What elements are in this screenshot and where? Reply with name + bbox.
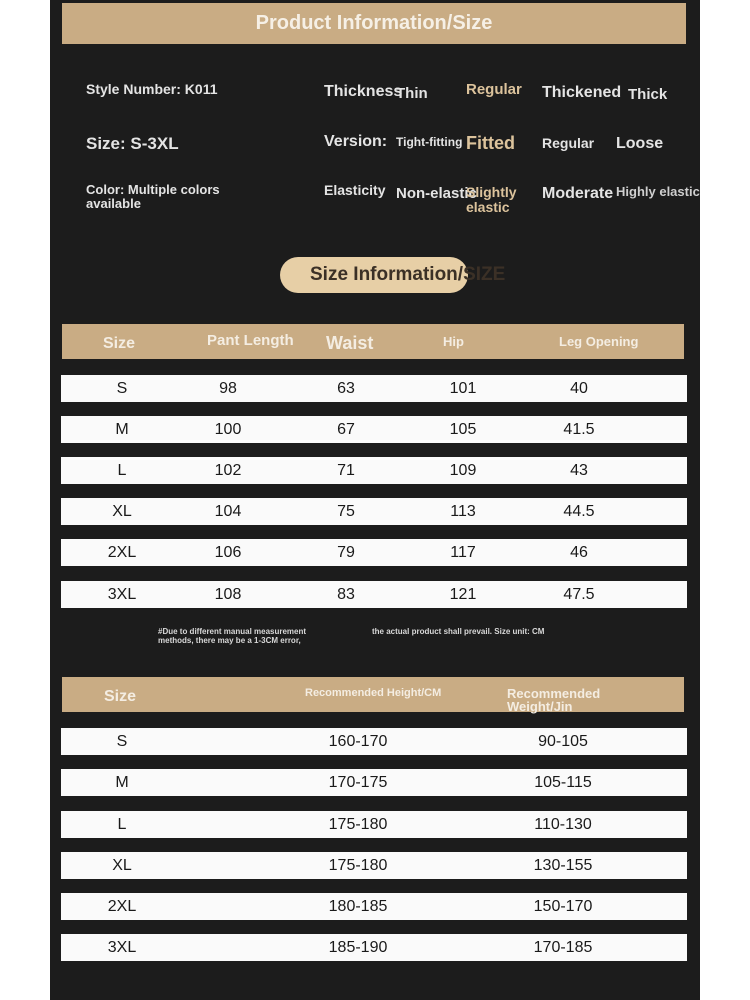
cell-size: 2XL	[107, 544, 137, 561]
version-option-loose: Loose	[616, 135, 664, 152]
thickness-option-thin: Thin	[396, 85, 428, 102]
cell-pant-length: 102	[214, 462, 242, 479]
size-unit-note: the actual product shall prevail. Size unit: CM	[372, 627, 545, 636]
cell-hip: 105	[449, 421, 477, 438]
measurement-note: #Due to different manual measurement methods, there may be a 1-3CM error,	[158, 627, 307, 645]
cell-weight: 110-130	[534, 816, 592, 833]
cell-weight: 90-105	[538, 733, 588, 750]
cell-waist: 75	[337, 503, 355, 520]
cell-waist: 67	[337, 421, 355, 438]
header-recommended-weight: Recommended Weight/Jin	[507, 686, 601, 714]
thickness-option-thickened: Thickened	[542, 84, 622, 101]
cell-leg-opening: 40	[570, 380, 588, 397]
cell-weight: 105-115	[534, 774, 592, 791]
cell-weight: 130-155	[533, 857, 593, 874]
version-option-fitted: Fitted	[466, 133, 515, 153]
cell-leg-opening: 46	[570, 544, 588, 561]
cell-size: XL	[112, 857, 132, 874]
cell-hip: 117	[450, 544, 476, 561]
cell-pant-length: 100	[214, 421, 242, 438]
cell-hip: 109	[449, 462, 477, 479]
recommend-table-header	[62, 677, 684, 712]
version-option-tight: Tight-fitting	[396, 135, 463, 149]
cell-size: S	[116, 380, 128, 397]
thickness-option-regular: Regular	[466, 81, 522, 98]
page-title: Product Information/Size	[62, 3, 686, 44]
header-leg-opening: Leg Opening	[559, 334, 639, 349]
cell-hip: 113	[450, 503, 476, 520]
header-size: Size	[103, 335, 136, 352]
cell-size: L	[117, 462, 127, 479]
cell-weight: 150-170	[533, 898, 593, 915]
cell-size: L	[117, 816, 127, 833]
table-row	[61, 811, 687, 838]
elasticity-option-high: Highly elastic	[616, 184, 700, 199]
color-info: Color: Multiple colors available	[86, 182, 220, 211]
size-info-title: Size Information/SIZE	[310, 264, 506, 285]
table-row	[61, 498, 687, 525]
table-row	[61, 769, 687, 796]
cell-size: 3XL	[107, 586, 137, 603]
elasticity-label: Elasticity	[324, 182, 386, 198]
thickness-option-thick: Thick	[628, 86, 668, 103]
table-row	[61, 581, 687, 608]
elasticity-option-non: Non-elastic	[396, 185, 477, 202]
header-size: Size	[104, 688, 137, 705]
cell-height: 160-170	[328, 733, 388, 750]
size-table-header	[62, 324, 684, 359]
cell-leg-opening: 47.5	[563, 586, 595, 603]
cell-size: 3XL	[107, 939, 137, 956]
cell-pant-length: 104	[214, 503, 242, 520]
cell-leg-opening: 44.5	[563, 503, 595, 520]
cell-height: 180-185	[328, 898, 388, 915]
header-pant-length: Pant Length	[207, 332, 294, 349]
cell-waist: 79	[337, 544, 355, 561]
version-option-regular: Regular	[542, 135, 595, 151]
cell-pant-length: 98	[219, 380, 237, 397]
cell-pant-length: 106	[214, 544, 242, 561]
cell-leg-opening: 41.5	[563, 421, 595, 438]
table-row	[61, 728, 687, 755]
cell-hip: 121	[449, 586, 477, 603]
header-waist: Waist	[326, 333, 374, 353]
cell-height: 175-180	[328, 816, 388, 833]
cell-waist: 83	[337, 586, 355, 603]
header-hip: Hip	[443, 334, 464, 349]
size-range: Size: S-3XL	[86, 134, 179, 153]
cell-size: XL	[112, 503, 132, 520]
table-row	[61, 375, 687, 402]
table-row	[61, 539, 687, 566]
thickness-label: Thickness	[324, 83, 403, 100]
header-recommended-height: Recommended Height/CM	[305, 687, 442, 699]
cell-waist: 71	[337, 462, 355, 479]
cell-leg-opening: 43	[570, 462, 588, 479]
table-row	[61, 852, 687, 879]
style-number: Style Number: K011	[86, 81, 218, 97]
cell-size: 2XL	[107, 898, 137, 915]
version-label: Version:	[324, 133, 388, 150]
cell-size: M	[115, 421, 129, 438]
cell-hip: 101	[449, 380, 477, 397]
elasticity-option-slight: Slightly elastic	[466, 184, 517, 215]
cell-pant-length: 108	[214, 586, 242, 603]
table-row	[61, 893, 687, 920]
cell-size: M	[115, 774, 129, 791]
cell-height: 175-180	[328, 857, 388, 874]
cell-height: 185-190	[328, 939, 388, 956]
table-row	[61, 416, 687, 443]
cell-waist: 63	[337, 380, 355, 397]
cell-size: S	[116, 733, 128, 750]
table-row	[61, 934, 687, 961]
cell-weight: 170-185	[533, 939, 593, 956]
table-row	[61, 457, 687, 484]
cell-height: 170-175	[328, 774, 388, 791]
elasticity-option-moderate: Moderate	[542, 185, 614, 202]
